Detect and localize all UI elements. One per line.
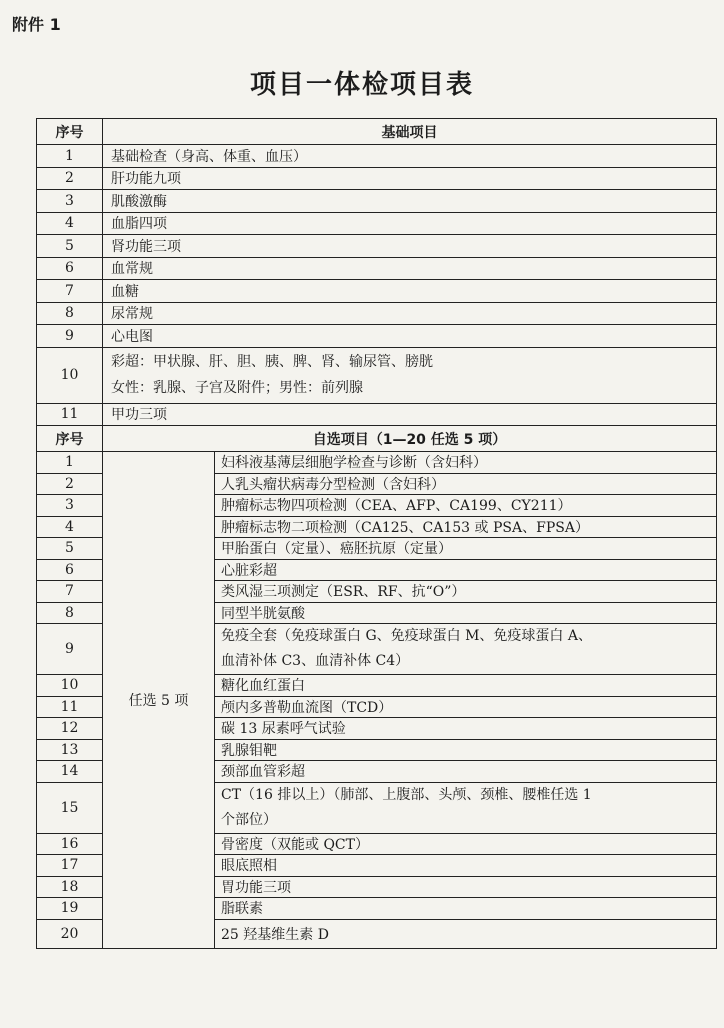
row-item: 同型半胱氨酸 [215,602,717,624]
row-item: 基础检查（身高、体重、血压） [103,145,717,168]
row-item: 乳腺钼靶 [215,739,717,761]
row-item: 肌酸激酶 [103,190,717,213]
row-number: 11 [37,696,103,718]
row-item: 血糖 [103,280,717,303]
table-row [37,190,717,213]
row-number: 19 [37,898,103,920]
row-number: 8 [37,602,103,624]
optional-group-label: 任选 5 项 [103,452,215,949]
row-item: 胃功能三项 [215,876,717,898]
row-item: 25 羟基维生素 D [215,919,717,948]
table-row [37,212,717,235]
row-item-line: 女性：乳腺、子宫及附件；男性：前列腺 [111,380,363,396]
row-number: 17 [37,855,103,877]
row-number: 3 [37,495,103,517]
row-number: 3 [37,190,103,213]
row-item: 眼底照相 [215,855,717,877]
exam-items-table [36,118,717,949]
row-number: 4 [37,516,103,538]
row-number: 16 [37,833,103,855]
row-number: 11 [37,403,103,426]
row-number: 8 [37,302,103,325]
optional-item-header: 自选项目（1—20 任选 5 项） [103,426,717,452]
row-number: 5 [37,538,103,560]
row-item: 血常规 [103,257,717,280]
row-item-line: CT（16 排以上）（肺部、上腹部、头颅、颈椎、腰椎任选 1 [221,786,592,803]
row-item: 糖化血红蛋白 [215,675,717,697]
row-item: 心电图 [103,325,717,348]
row-item [215,782,717,833]
row-item-line: 彩超：甲状腺、肝、胆、胰、脾、肾、输尿管、膀胱 [111,354,433,370]
basic-item-header: 基础项目 [103,119,717,145]
page-title: 项目一体检项目表 [249,70,474,100]
row-item: 肿瘤标志物四项检测（CEA、AFP、CA199、CY211） [215,495,717,517]
row-number: 6 [37,257,103,280]
table-row [37,325,717,348]
row-item-line: 免疫全套（免疫球蛋白 G、免疫球蛋白 M、免疫球蛋白 A、 [221,628,592,644]
row-number: 12 [37,718,103,740]
table-row [37,235,717,258]
basic-header-row [37,119,717,145]
row-number: 9 [37,325,103,348]
row-number: 1 [37,145,103,168]
row-number: 15 [37,782,103,833]
row-number: 9 [37,624,103,675]
attachment-label: 附件 1 [12,15,61,34]
row-item: 碳 13 尿素呼气试验 [215,718,717,740]
row-number: 10 [37,675,103,697]
row-number: 4 [37,212,103,235]
row-number: 7 [37,581,103,603]
row-item-line: 血清补体 C3、血清补体 C4） [221,653,410,669]
row-number: 2 [37,167,103,190]
row-number: 7 [37,280,103,303]
optional-seq-header: 序号 [37,426,103,452]
row-number: 5 [37,235,103,258]
row-item: 甲功三项 [103,403,717,426]
row-item: 妇科液基薄层细胞学检查与诊断（含妇科） [215,452,717,474]
table-row [37,347,717,403]
row-item: 颈部血管彩超 [215,761,717,783]
table-row [37,302,717,325]
row-number: 6 [37,559,103,581]
row-item: 肿瘤标志物二项检测（CA125、CA153 或 PSA、FPSA） [215,516,717,538]
row-item: 人乳头瘤状病毒分型检测（含妇科） [215,473,717,495]
row-item: 血脂四项 [103,212,717,235]
row-item: 脂联素 [215,898,717,920]
row-item: 类风湿三项测定（ESR、RF、抗“O”） [215,581,717,603]
row-number: 10 [37,347,103,403]
row-number: 20 [37,919,103,948]
basic-seq-header: 序号 [37,119,103,145]
table-row [37,452,717,474]
row-item: 尿常规 [103,302,717,325]
table-row [37,280,717,303]
table-row [37,167,717,190]
row-item [103,347,717,403]
row-item [215,624,717,675]
optional-header-row [37,426,717,452]
row-item: 肾功能三项 [103,235,717,258]
row-item: 心脏彩超 [215,559,717,581]
row-number: 1 [37,452,103,474]
table-row [37,145,717,168]
row-number: 2 [37,473,103,495]
row-item: 肝功能九项 [103,167,717,190]
row-item: 颅内多普勒血流图（TCD） [215,696,717,718]
row-number: 18 [37,876,103,898]
row-item-line: 个部位） [221,811,277,828]
row-item: 甲胎蛋白（定量）、癌胚抗原（定量） [215,538,717,560]
row-number: 13 [37,739,103,761]
table-row [37,257,717,280]
row-item: 骨密度（双能或 QCT） [215,833,717,855]
row-number: 14 [37,761,103,783]
table-row [37,403,717,426]
